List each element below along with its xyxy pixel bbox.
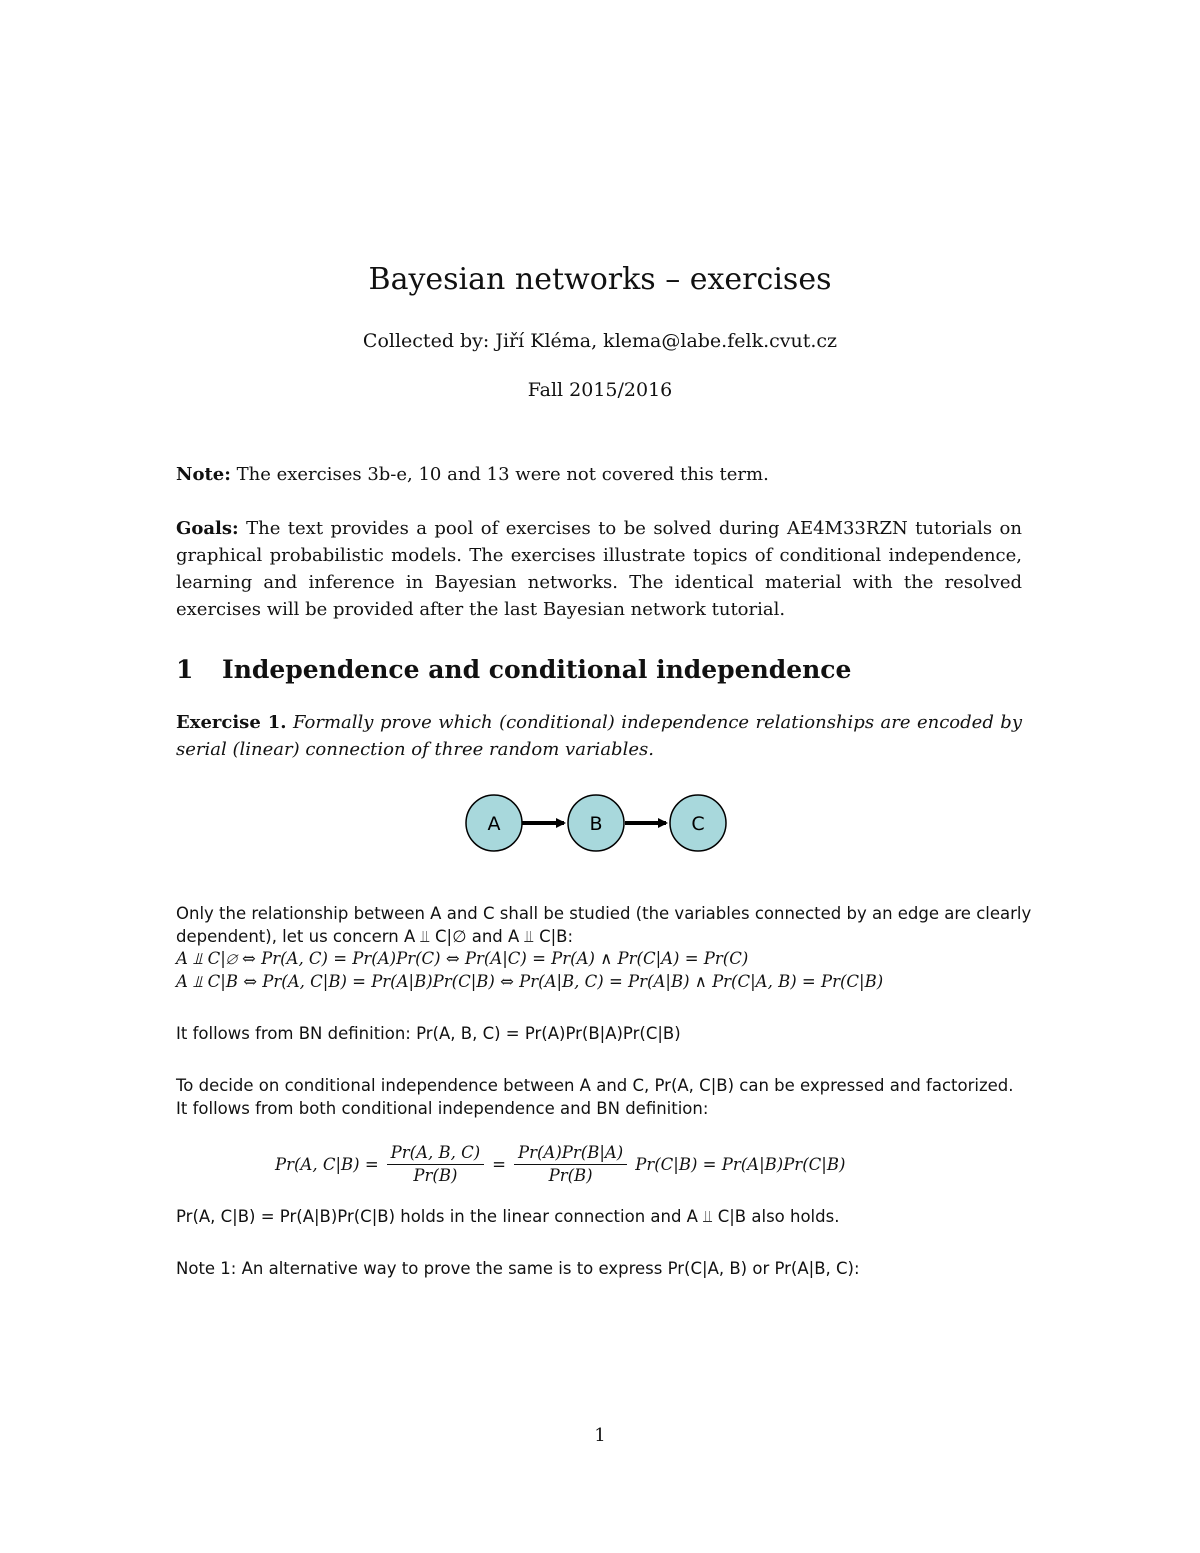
node-c	[670, 795, 726, 851]
exercise-text: Formally prove which (conditional) independence relationships are encoded by serial (linear) connection of three random variables.	[176, 712, 1022, 760]
section-number: 1	[176, 655, 194, 684]
equation-lhs: Pr(A, C|B) =	[275, 1154, 379, 1174]
body-line-3: A ⫫ C|∅ ⇔ Pr(A, C) = Pr(A)Pr(C) ⇔ Pr(A|C) = Pr(A) ∧ Pr(C|A) = Pr(C)	[176, 949, 749, 968]
document-title: Bayesian networks – exercises	[368, 262, 832, 297]
fraction-1-numerator: Pr(A, B, C)	[387, 1142, 485, 1165]
node-b-label: B	[589, 813, 603, 835]
display-equation	[0, 1136, 1200, 1192]
author-line: Collected by: Jiří Kléma, klema@labe.felk.cvut.cz	[362, 330, 838, 352]
body-line-4: A ⫫ C|B ⇔ Pr(A, C|B) = Pr(A|B)Pr(C|B) ⇔ Pr(A|B, C) = Pr(A|B) ∧ Pr(C|A, B) = Pr(C|B)	[176, 972, 884, 991]
fraction-1-denominator: Pr(B)	[413, 1165, 458, 1185]
equation-fraction-2	[514, 1142, 627, 1187]
body-line-9: Note 1: An alternative way to prove the same is to express Pr(C|A, B) or Pr(A|B, C):	[176, 1259, 860, 1278]
term-line: Fall 2015/2016	[527, 379, 673, 401]
node-a-label: A	[487, 813, 501, 835]
body-line-5: It follows from BN definition: Pr(A, B, C) = Pr(A)Pr(B|A)Pr(C|B)	[176, 1024, 681, 1043]
node-c-label: C	[691, 813, 705, 835]
equation-equals: =	[492, 1154, 506, 1174]
equation-rhs: Pr(C|B) = Pr(A|B)Pr(C|B)	[635, 1154, 846, 1174]
section-heading	[176, 655, 851, 684]
fraction-2-denominator: Pr(B)	[548, 1165, 593, 1185]
body-line-7: It follows from both conditional independence and BN definition:	[176, 1099, 709, 1118]
section-title: Independence and conditional independence	[222, 655, 852, 684]
note-label: Note:	[176, 464, 231, 485]
body-line-6: To decide on conditional independence between A and C, Pr(A, C|B) can be expressed and factorized.	[176, 1076, 1014, 1095]
exercise-label: Exercise 1.	[176, 712, 287, 733]
exercise-1	[176, 709, 1022, 763]
equation-fraction-1	[387, 1142, 485, 1187]
node-b	[568, 795, 624, 851]
fraction-2-numerator: Pr(A)Pr(B|A)	[514, 1142, 627, 1165]
note-paragraph	[176, 461, 1022, 488]
body-line-8: Pr(A, C|B) = Pr(A|B)Pr(C|B) holds in the linear connection and A ⫫ C|B also holds.	[176, 1207, 840, 1226]
goals-text: The text provides a pool of exercises to be solved during AE4M33RZN tutorials on graphical probabilistic models. The exercises illustrate topics of conditional independence, learning and inference in Bayesian networks. The identical material with the resolved exercises will be provided after the last Bayesian network tutorial.	[176, 518, 1022, 620]
note-text: The exercises 3b-e, 10 and 13 were not covered this term.	[236, 464, 769, 485]
page-number: 1	[594, 1425, 606, 1446]
node-a	[466, 795, 522, 851]
serial-connection-diagram	[460, 790, 740, 856]
body-line-1: Only the relationship between A and C shall be studied (the variables connected by an edge are clearly	[176, 904, 1032, 923]
goals-paragraph	[176, 515, 1022, 623]
goals-label: Goals:	[176, 518, 239, 539]
body-line-2: dependent), let us concern A ⫫ C|∅ and A ⫫ C|B:	[176, 927, 574, 946]
